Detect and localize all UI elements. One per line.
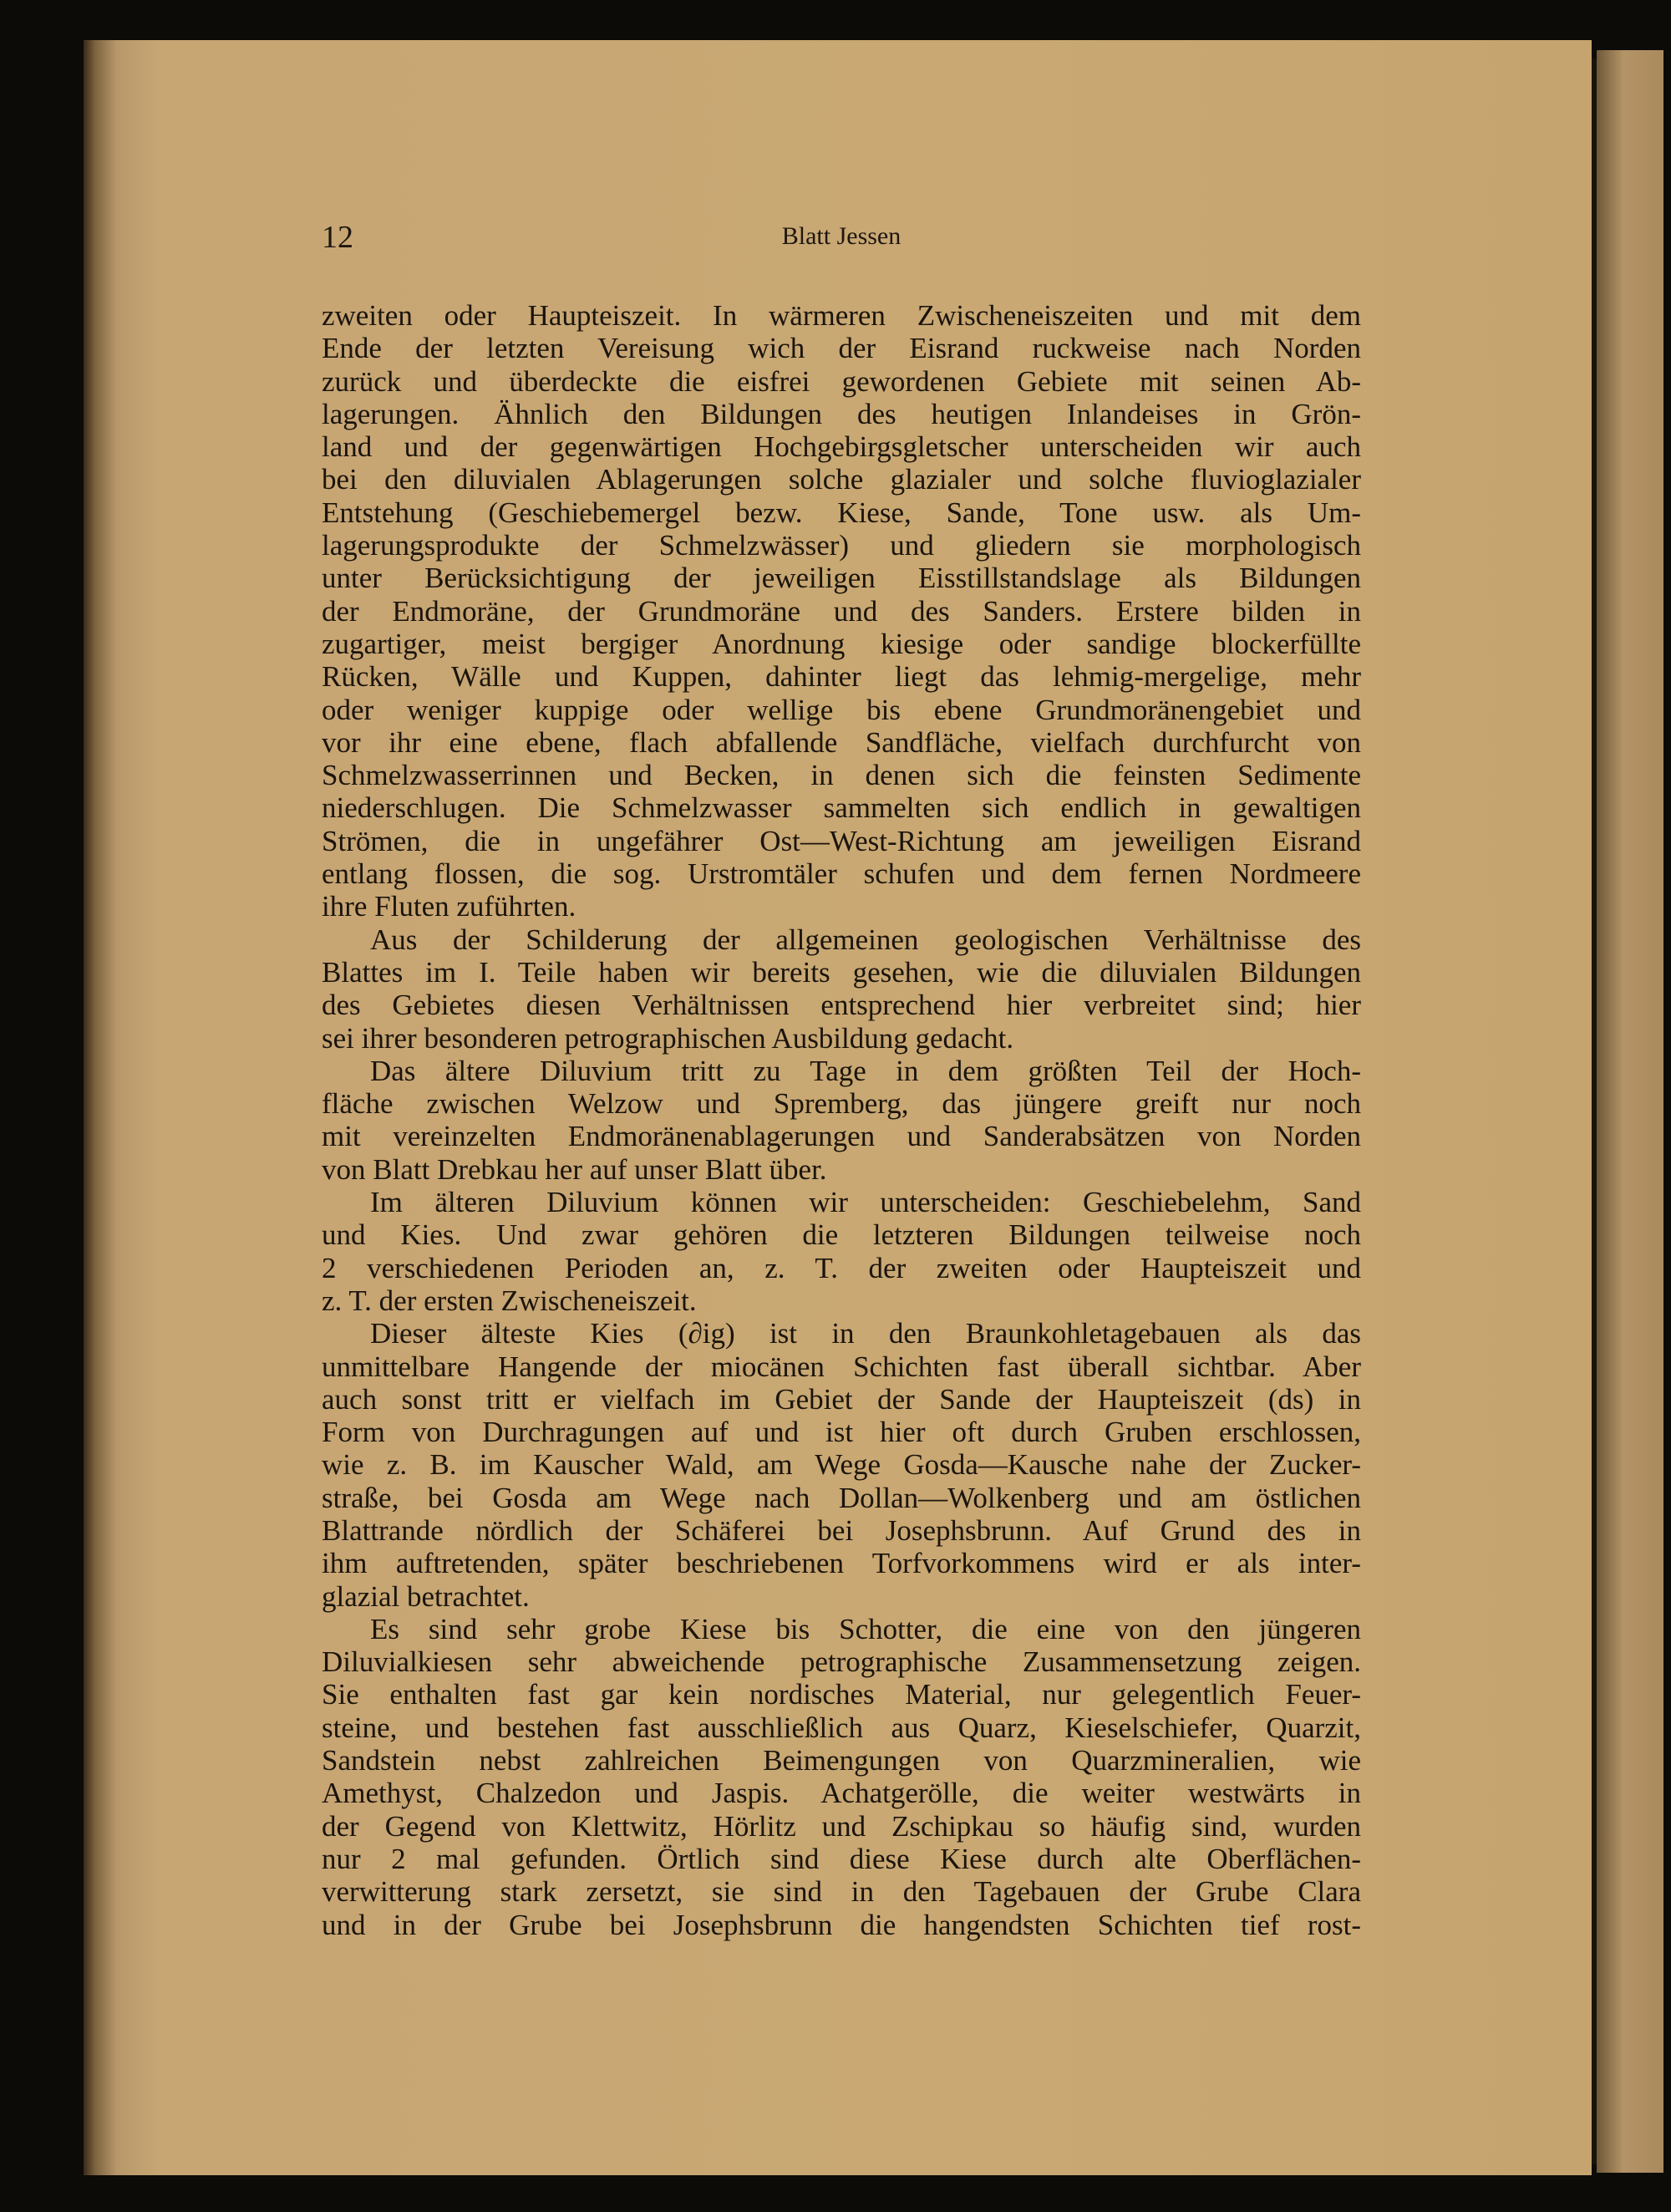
text-line: entlang flossen, die sog. Urstromtäler schufen und dem fernen Nordmeere [322,857,1361,891]
text-line: Sie enthalten fast gar kein nordisches Material, nur gelegentlich Feuer- [322,1678,1361,1711]
paragraph [322,923,1361,1055]
body-text [322,299,1361,1941]
text-line: lagerungen. Ähnlich den Bildungen des heutigen Inlandeises in Grön- [322,397,1361,430]
text-line: oder weniger kuppige oder wellige bis ebene Grundmoränengebiet und [322,693,1361,726]
text-line: Rücken, Wälle und Kuppen, dahinter liegt das lehmig-mergelige, mehr [322,660,1361,694]
text-line: ihre Fluten zuführten. [322,890,576,923]
text-line: fläche zwischen Welzow und Spremberg, das jüngere greift nur noch [322,1087,1361,1121]
running-title: Blatt Jessen [781,222,902,250]
paragraph [322,1317,1361,1613]
text-line: 2 verschiedenen Perioden an, z. T. der zweiten oder Haupteiszeit und [322,1251,1361,1284]
paragraph [322,1613,1361,1941]
text-line: auch sonst tritt er vielfach im Gebiet der Sande der Haupteiszeit (ds) in [322,1382,1361,1416]
text-line: wie z. B. im Kauscher Wald, am Wege Gosda—Kausche nahe der Zucker- [322,1448,1361,1482]
text-line: ihm auftretenden, später beschriebenen Torfvorkommens wird er als inter- [322,1547,1361,1580]
text-line: Ende der letzten Vereisung wich der Eisrand ruckweise nach Norden [322,332,1361,365]
paragraph [322,1186,1361,1317]
page-header [322,219,1361,257]
text-line: zweiten oder Haupteiszeit. In wärmeren Zwischeneiszeiten und mit dem [322,299,1361,332]
paragraph [322,299,1361,923]
text-line: unter Berücksichtigung der jeweiligen Eisstillstandslage als Bildungen [322,562,1361,595]
text-line: lagerungsprodukte der Schmelzwässer) und gliedern sie morphologisch [322,529,1361,562]
text-line: zurück und überdeckte die eisfrei gewordenen Gebiete mit seinen Ab- [322,364,1361,398]
text-line: steine, und bestehen fast ausschließlich aus Quarz, Kieselschiefer, Quarzit, [322,1711,1361,1744]
page-number: 12 [322,220,353,255]
text-line: Das ältere Diluvium tritt zu Tage in dem größten Teil der Hoch- [370,1054,1361,1087]
text-line: verwitterung stark zersetzt, sie sind in den Tagebauen der Grube Clara [322,1875,1361,1909]
text-line: der Endmoräne, der Grundmoräne und des Sanders. Erstere bilden in [322,594,1361,628]
text-line: und Kies. Und zwar gehören die letzteren Bildungen teilweise noch [322,1218,1361,1252]
text-line: glazial betrachtet. [322,1579,530,1613]
text-line: Aus der Schilderung der allgemeinen geologischen Verhältnisse des [370,923,1361,956]
text-line: Entstehung (Geschiebemergel bezw. Kiese, Sande, Tone usw. als Um- [322,496,1361,529]
paragraph [322,1055,1361,1186]
text-line: Sandstein nebst zahlreichen Beimengungen von Quarzmineralien, wie [322,1744,1361,1777]
text-line: mit vereinzelten Endmoränenablagerungen und Sanderabsätzen von Norden [322,1120,1361,1153]
text-line: Blattrande nördlich der Schäferei bei Josephsbrunn. Auf Grund des in [322,1513,1361,1547]
text-line: der Gegend von Klettwitz, Hörlitz und Zschipkau so häufig sind, wurden [322,1809,1361,1843]
adjacent-page-edge [1597,50,1663,2173]
text-line: Blattes im I. Teile haben wir bereits gesehen, wie die diluvialen Bildungen [322,955,1361,989]
text-line: Es sind sehr grobe Kiese bis Schotter, die eine von den jüngeren [370,1612,1361,1645]
text-line: Strömen, die in ungefährer Ost—West-Richtung am jeweiligen Eisrand [322,824,1361,857]
text-line: land und der gegenwärtigen Hochgebirgsgletscher unterscheiden wir auch [322,430,1361,464]
text-line: Amethyst, Chalzedon und Jaspis. Achatgerölle, die weiter westwärts in [322,1777,1361,1810]
text-line: Diluvialkiesen sehr abweichende petrographische Zusammensetzung zeigen. [322,1645,1361,1679]
text-line: von Blatt Drebkau her auf unser Blatt über. [322,1152,827,1186]
text-line: Dieser älteste Kies (∂ig) ist in den Braunkohletagebauen als das [370,1317,1361,1350]
text-line: vor ihr eine ebene, flach abfallende Sandfläche, vielfach durchfurcht von [322,725,1361,759]
text-line: zugartiger, meist bergiger Anordnung kiesige oder sandige blockerfüllte [322,627,1361,660]
text-line: Schmelzwasserrinnen und Becken, in denen sich die feinsten Sedimente [322,759,1361,792]
text-line: unmittelbare Hangende der miocänen Schichten fast überall sichtbar. Aber [322,1350,1361,1383]
text-line: Form von Durchragungen auf und ist hier oft durch Gruben erschlossen, [322,1416,1361,1449]
text-line: straße, bei Gosda am Wege nach Dollan—Wolkenberg und am östlichen [322,1481,1361,1514]
text-line: des Gebietes diesen Verhältnissen entsprechend hier verbreitet sind; hier [322,989,1361,1022]
text-line: z. T. der ersten Zwischeneiszeit. [322,1284,697,1317]
text-line: Im älteren Diluvium können wir unterscheiden: Geschiebelehm, Sand [370,1186,1361,1219]
text-line: nur 2 mal gefunden. Örtlich sind diese Kiese durch alte Oberflächen- [322,1842,1361,1875]
text-line: sei ihrer besonderen petrographischen Ausbildung gedacht. [322,1021,1014,1055]
text-line: und in der Grube bei Josephsbrunn die hangendsten Schichten tief rost- [322,1908,1361,1941]
text-line: niederschlugen. Die Schmelzwasser sammelten sich endlich in gewaltigen [322,791,1361,825]
text-line: bei den diluvialen Ablagerungen solche glazialer und solche fluvioglazialer [322,463,1361,496]
